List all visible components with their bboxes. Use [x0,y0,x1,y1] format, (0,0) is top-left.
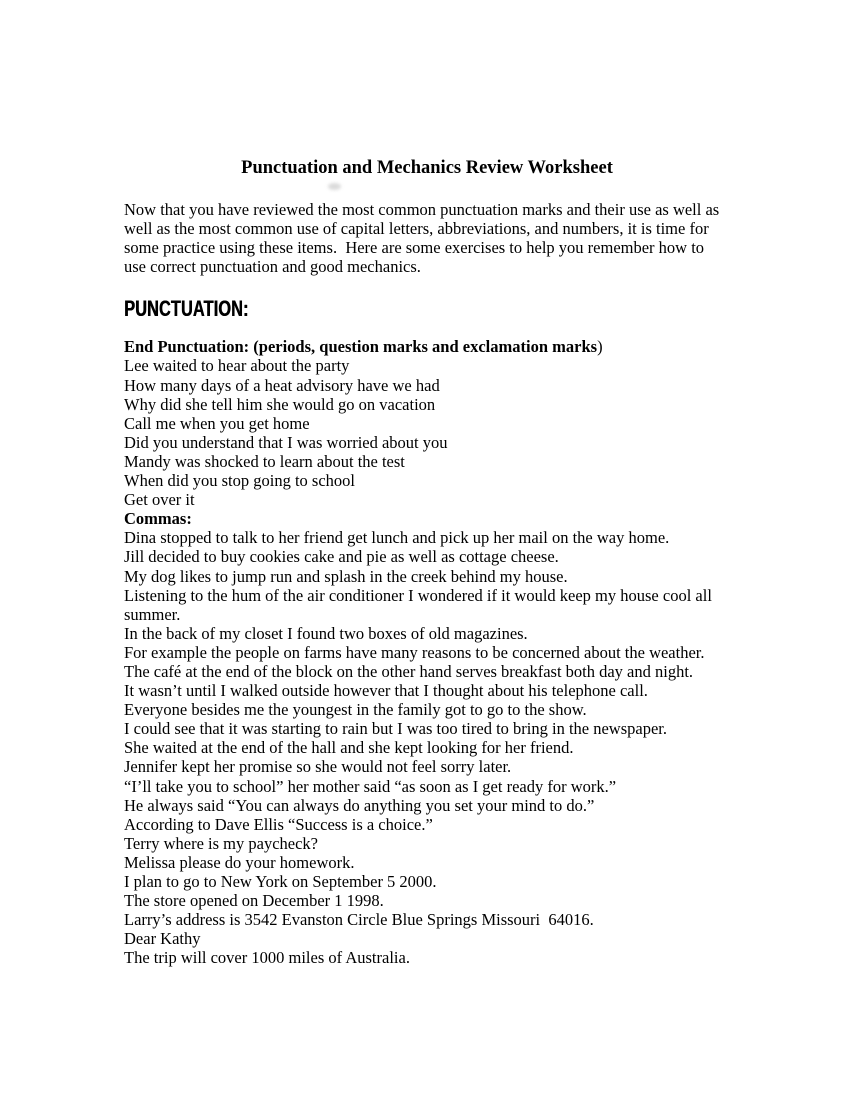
commas-sentence: My dog likes to jump run and splash in the creek behind my house. [124,566,568,586]
end-punctuation-sentence: Call me when you get home [124,413,310,433]
end-punctuation-sentence: Did you understand that I was worried about you [124,432,448,452]
commas-sentence: For example the people on farms have many reasons to be concerned about the weather. [124,642,705,662]
commas-sentence: Listening to the hum of the air conditioner I wondered if it would keep my house cool all summer. [124,585,717,624]
commas-sentence: The trip will cover 1000 miles of Australia. [124,948,410,968]
commas-sentence: Terry where is my paycheck? [124,833,319,853]
end-punctuation-sentence: Mandy was shocked to learn about the test [124,451,405,471]
document-content [124,0,730,967]
commas-sentence: Dina stopped to talk to her friend get lunch and pick up her mail on the way home. [124,528,670,548]
commas-sentence: The store opened on December 1 1998. [124,891,384,911]
commas-sentence: Dear Kathy [124,929,201,949]
end-punctuation-sentence: When did you stop going to school [124,471,355,491]
end-punctuation-sentence: Why did she tell him she would go on vacation [124,394,436,414]
end-punctuation-heading-text: End Punctuation: (periods, question marks and exclamation marks [124,337,598,357]
commas-sentence: She waited at the end of the hall and she kept looking for her friend. [124,738,574,758]
commas-sentence: I plan to go to New York on September 5 2000. [124,872,437,891]
commas-sentence: I could see that it was starting to rain but I was too tired to bring in the newspaper. [124,719,668,739]
end-punctuation-sentence: Lee waited to hear about the party [124,356,350,376]
commas-sentence: Jennifer kept her promise so she would not feel sorry later. [124,757,512,777]
commas-sentence: He always said “You can always do anything you set your mind to do.” [124,795,595,815]
commas-sentence: Everyone besides me the youngest in the family got to go to the show. [124,700,587,720]
commas-sentence: Jill decided to buy cookies cake and pie as well as cottage cheese. [124,547,559,567]
commas-sentence: “I’ll take you to school” her mother said “as soon as I get ready for work.” [124,776,617,796]
commas-sentence: In the back of my closet I found two boxes of old magazines. [124,623,528,643]
commas-sentence: According to Dave Ellis “Success is a choice.” [124,814,433,834]
subsection-heading-commas: Commas: [124,509,192,529]
intro-paragraph: Now that you have reviewed the most common punctuation marks and their use as well as well as the most common use of capital letters, abbreviations, and numbers, it is time for some practice using these items. Here are some exercises to help you remember how to use correct punctuation and good mechanics. [124,200,724,277]
end-punctuation-sentence: How many days of a heat advisory have we had [124,375,440,395]
end-punctuation-heading-paren: ) [597,337,603,357]
section-heading-punctuation: PUNCTUATION: [124,296,249,322]
page-title: Punctuation and Mechanics Review Worksheet [241,158,613,178]
commas-sentence: The café at the end of the block on the other hand serves breakfast both day and night. [124,661,694,681]
commas-sentence: Melissa please do your homework. [124,852,355,872]
commas-sentence: It wasn’t until I walked outside however that I thought about his telephone call. [124,681,648,701]
subsection-heading-end-punctuation [124,337,730,356]
commas-sentence: Larry’s address is 3542 Evanston Circle Blue Springs Missouri 64016. [124,910,594,930]
end-punctuation-sentence: Get over it [124,490,195,510]
